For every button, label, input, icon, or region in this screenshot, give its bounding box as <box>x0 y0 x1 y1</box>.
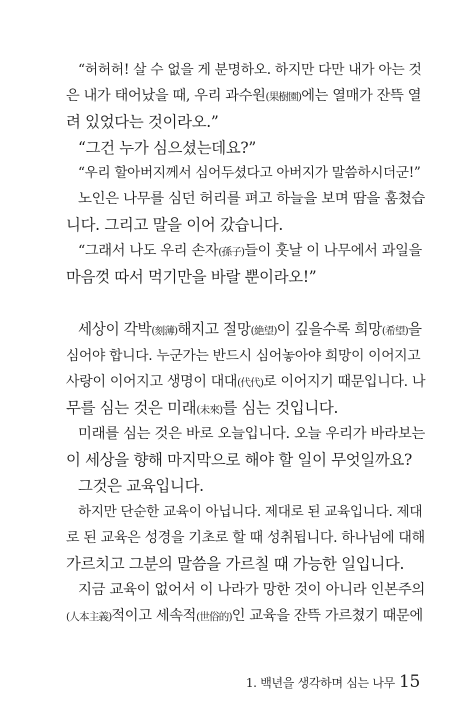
paragraph-line: 하지만 단순한 교육이 아닙니다. 제대로 된 교육입니다. 제대 <box>78 504 423 520</box>
paragraph-line: 이 세상을 향해 마지막으로 해야 할 일이 무엇일까요? <box>66 451 413 469</box>
page-number: 15 <box>398 672 420 692</box>
paragraph-line: 노인은 나무를 심던 허리를 펴고 하늘을 보며 땀을 훔쳤습 <box>78 191 426 207</box>
paragraph-line: “그건 누가 심으셨는데요?” <box>78 139 256 157</box>
paragraph-line: (人本主義)적이고 세속적(世俗的)인 교육을 잔뜩 가르쳤기 때문에 <box>66 608 423 624</box>
running-head: 1. 백년을 생각하며 심는 나무 <box>245 676 395 690</box>
hanja-annotation: (刻薄) <box>151 325 178 337</box>
paragraph-line: 니다. 그리고 말을 이어 갔습니다. <box>66 216 283 234</box>
paragraph-line: 마음껏 따서 먹기만을 바랄 뿐이라오!” <box>66 268 317 286</box>
paragraph-line: 그것은 교육입니다. <box>78 477 204 495</box>
hanja-annotation: (世俗的) <box>196 611 232 623</box>
hanja-annotation: (絶望) <box>250 325 277 337</box>
hanja-annotation: (孫子) <box>218 246 245 258</box>
page-footer <box>246 672 420 693</box>
paragraph-line: “우리 할아버지께서 심어두셨다고 아버지가 말씀하시더군!” <box>78 165 421 181</box>
paragraph-line: 가르치고 그분의 말씀을 가르칠 때 가능한 일입니다. <box>66 555 405 573</box>
hanja-annotation: (人本主義) <box>66 611 112 623</box>
hanja-annotation: (未來) <box>196 404 223 416</box>
hanja-annotation: (果樹園) <box>265 91 302 103</box>
paragraph-line: 지금 교육이 없어서 이 나라가 망한 것이 아니라 인본주의 <box>78 582 426 598</box>
paragraph-line: 은 내가 태어났을 때, 우리 과수원(果樹園)에는 열매가 잔뜩 열 <box>66 88 422 104</box>
paragraph-line: “그래서 나도 우리 손자(孫子)들이 훗날 이 나무에서 과일을 <box>78 243 422 259</box>
paragraph-line: 사랑이 이어지고 생명이 대대(代代)로 이어지기 때문입니다. 나 <box>66 374 426 390</box>
paragraph-line: 려 있었다는 것이라오.” <box>66 113 219 131</box>
paragraph-line: “허허허! 살 수 없을 게 분명하오. 하지만 다만 내가 아는 것 <box>78 62 422 78</box>
hanja-annotation: (代代) <box>237 377 264 389</box>
hanja-annotation: (希望) <box>381 325 408 337</box>
paragraph-line: 무를 심는 것은 미래(未來)를 심는 것입니다. <box>66 399 339 417</box>
paragraph-line: 심어야 합니다. 누군가는 반드시 심어놓아야 희망이 이어지고 <box>66 348 421 364</box>
paragraph-line: 세상이 각박(刻薄)해지고 절망(絶望)이 깊을수록 희망(希望)을 <box>78 321 422 338</box>
paragraph-line: 미래를 심는 것은 바로 오늘입니다. 오늘 우리가 바라보는 <box>78 426 426 442</box>
paragraph-line: 로 된 교육은 성경을 기초로 할 때 성취됩니다. 하나님에 대해 <box>66 530 425 546</box>
